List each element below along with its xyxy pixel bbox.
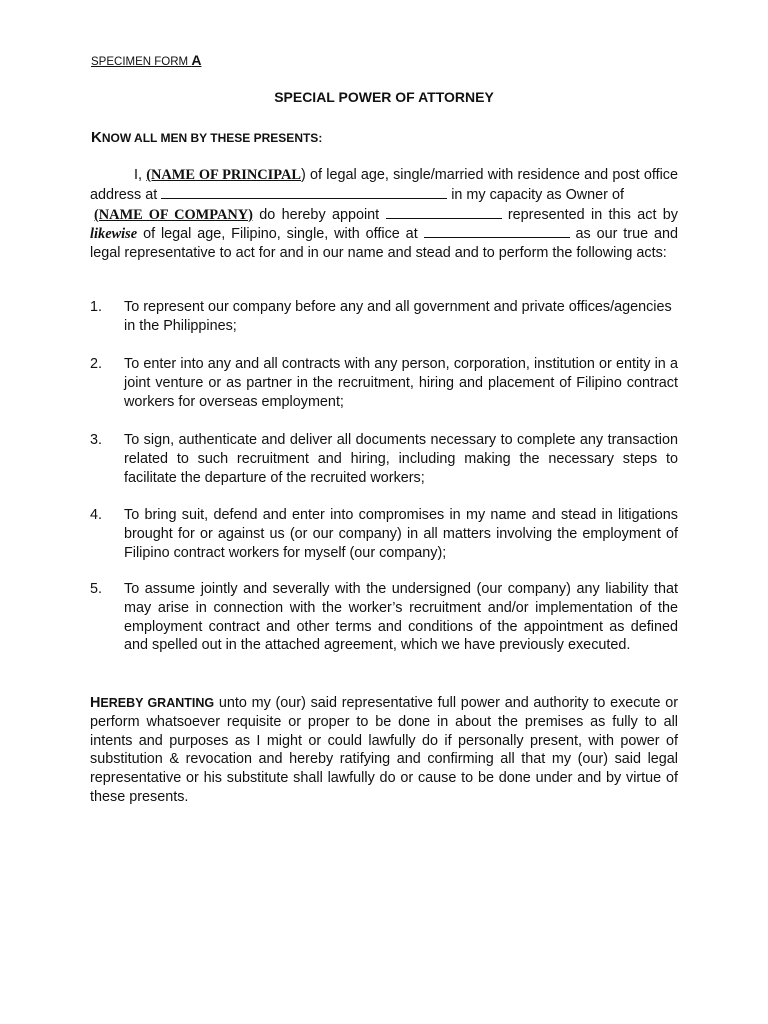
know-rest: NOW ALL MEN BY THESE PRESENTS: — [101, 131, 323, 145]
intro-text-3: in my capacity as Owner of — [447, 186, 624, 203]
item-number: 1. — [90, 299, 103, 315]
address-blank — [161, 185, 447, 199]
item-number: 4. — [90, 507, 103, 523]
granting-first-letter: H — [90, 695, 101, 711]
list-item — [90, 355, 678, 411]
intro-paragraph — [90, 166, 678, 263]
intro-text-2: ) of legal age, single/married with residence and post office address at — [90, 167, 678, 203]
item-number: 3. — [90, 432, 103, 448]
granting-paragraph — [90, 694, 678, 807]
document-title: SPECIAL POWER OF ATTORNEY — [274, 89, 494, 105]
intro-text-7: as our true and legal representative to act for and in our name and stead and to perform the following acts: — [90, 226, 678, 262]
specimen-letter: A — [191, 52, 202, 68]
intro-text-1: I, — [134, 167, 147, 183]
granting-text: unto my (our) said representative full power and authority to execute or perform whatsoever requisite or proper to be done in about the premises as fully to all intents and purposes as I might or could lawfully do if personally present, with power of substitution & revocation and hereby ratifying and confirming all that my (our) said legal representative or his substitute shall lawfully do or cause to be done under and by virtue of these presents. — [90, 695, 679, 805]
appointee-blank — [386, 205, 502, 219]
intro-text-5: represented in this act by — [501, 206, 679, 223]
item-text: To enter into any and all contracts with any person, corporation, institution or entity in a joint venture or as partner in the recruitment, hiring and placement of Filipino contract workers for overseas employment; — [124, 356, 678, 410]
specimen-form-label — [91, 52, 201, 68]
list-item — [90, 580, 678, 655]
likewise-text: likewise — [90, 226, 138, 243]
item-text: To assume jointly and severally with the undersigned (our company) any liability that may arise in connection with the worker’s recruitment and/or implementation of the employment contract and other terms and conditions of the appointment as defined and spelled out in the attached agreement, which we have previously executed. — [124, 581, 678, 654]
specimen-prefix: SPECIMEN FORM — [91, 56, 192, 68]
know-all-men-heading — [91, 129, 322, 146]
item-number: 5. — [90, 581, 103, 597]
list-item — [90, 506, 678, 562]
intro-text-4: do hereby appoint — [252, 206, 386, 223]
item-text: To represent our company before any and all government and private offices/agencies in the Philippines; — [124, 299, 672, 334]
list-item — [90, 431, 678, 487]
intro-text-6: of legal age, Filipino, single, with office at — [137, 226, 424, 243]
granting-lead-rest: EREBY GRANTING — [100, 696, 215, 710]
company-name-placeholder: (NAME OF COMPANY) — [94, 206, 253, 223]
item-text: To sign, authenticate and deliver all documents necessary to complete any transaction related to such recruitment and hiring, including making the necessary steps to facilitate the departure of the recruited workers; — [124, 432, 678, 486]
hereby-granting-lead — [90, 696, 214, 710]
item-text: To bring suit, defend and enter into compromises in my name and stead in litigations brought for or against us (or our company) in all matters involving the employment of Filipino contract workers for myself (our company); — [124, 507, 678, 561]
principal-name-placeholder: (NAME OF PRINCIPAL — [146, 167, 301, 183]
item-number: 2. — [90, 356, 103, 372]
office-blank — [424, 224, 570, 238]
know-first-letter: K — [91, 129, 102, 146]
list-item — [90, 298, 678, 336]
